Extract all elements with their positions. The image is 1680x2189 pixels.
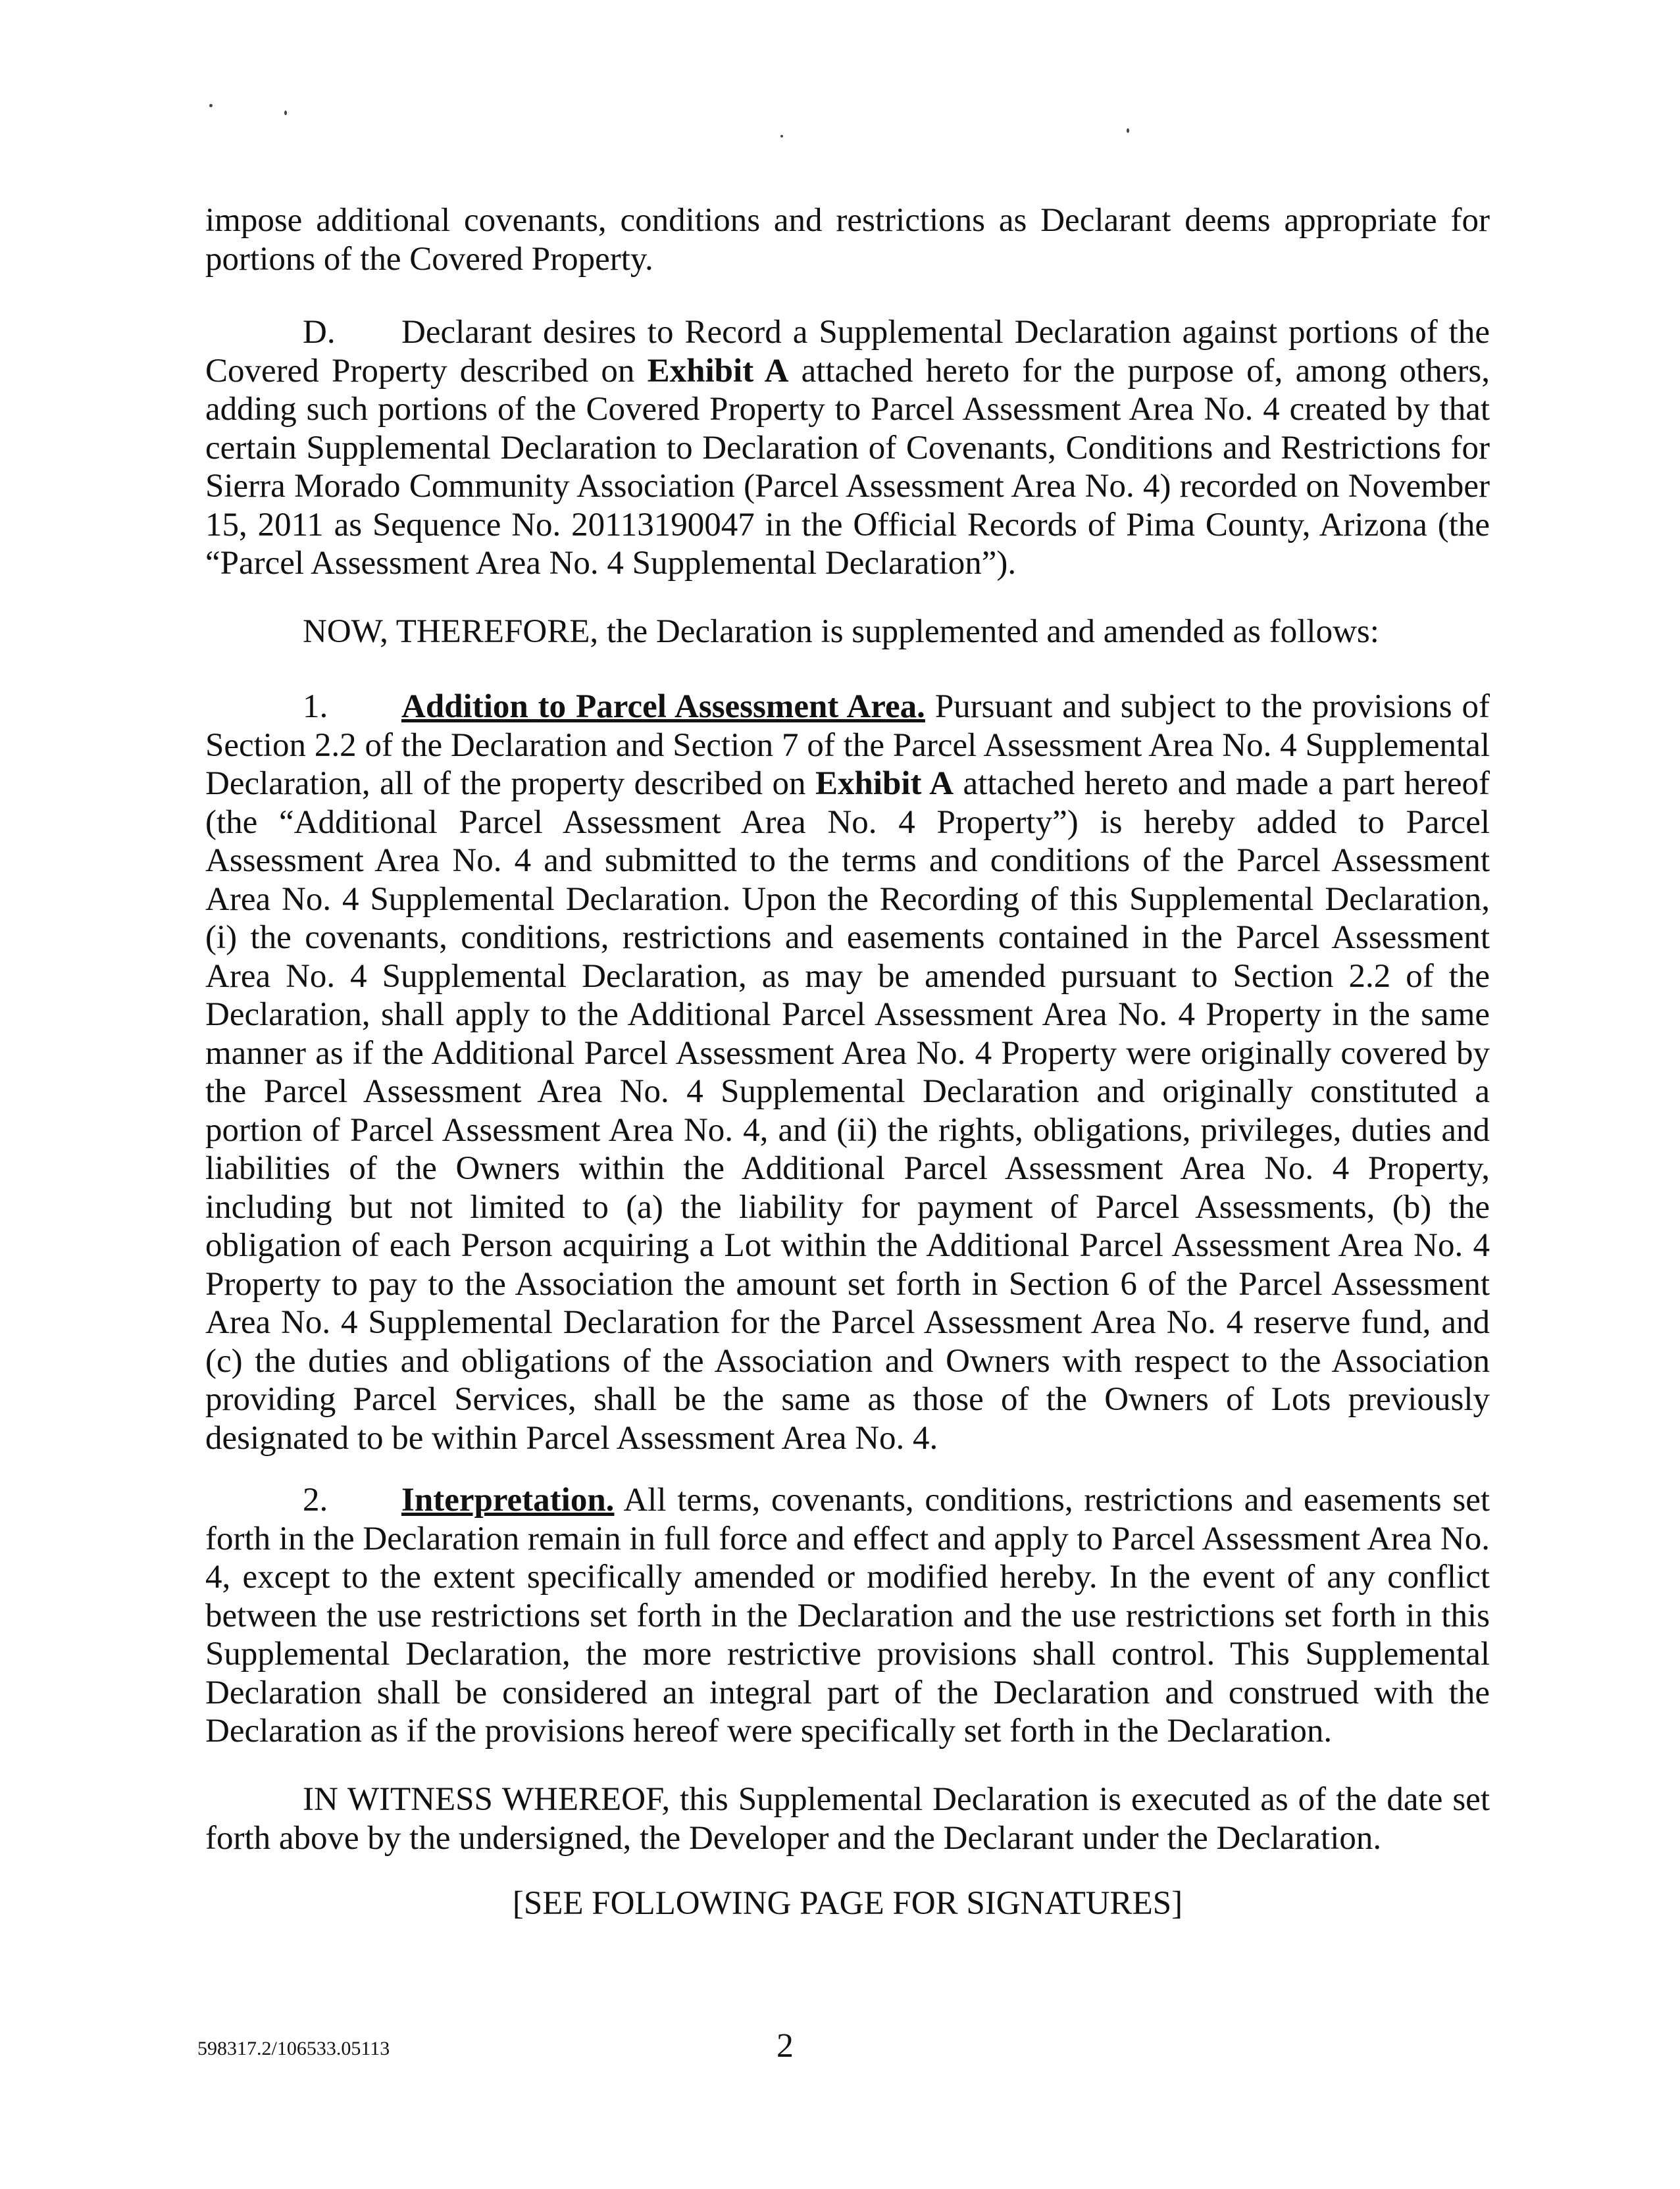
section-2-title: Interpretation. bbox=[401, 1482, 615, 1519]
section-2-number: 2. bbox=[303, 1482, 328, 1519]
section-1-text-2: attached hereto and made a part hereof (the “Additional Parcel Assessment Area No. 4 Property”) is hereby added to Parcel Assessment Area No. 4 and submitted to the terms and conditions of the Parcel Assessment Area No. 4 Supplemental Declaration. Upon the Recording of this Supplemental Declaration, (i) the covenants, conditions, restrictions and easements contained in the Parcel Assessment Area No. 4 Supplemental Declaration, as may be amended pursuant to Section 2.2 of the Declaration, shall apply to the Additional Parcel Assessment Area No. 4 Property in the same manner as if the Additional Parcel Assessment Area No. 4 Property were originally covered by the Parcel Assessment Area No. 4 Supplemental Declaration and originally constituted a portion of Parcel Assessment Area No. 4, and (ii) the rights, obligations, privileges, duties and liabilities of the Owners within the Additional Parcel Assessment Area No. 4 Property, including but not limited to (a) the liability for payment of Parcel Assessments, (b) the obligation of each Person acquiring a Lot within the Additional Parcel Assessment Area No. 4 Property to pay to the Association the amount set forth in Section 6 of the Parcel Assessment Area No. 4 Supplemental Declaration for the Parcel Assessment Area No. 4 reserve fund, and (c) the duties and obligations of the Association and Owners with respect to the Association providing Parcel Services, shall be the same as those of the Owners of Lots previously designated to be within Parcel Assessment Area No. 4. bbox=[205, 765, 1490, 1457]
scan-speck bbox=[209, 104, 213, 107]
section-1-number: 1. bbox=[303, 688, 328, 725]
recital-d-exhibit-ref: Exhibit A bbox=[647, 352, 789, 390]
recital-d bbox=[205, 313, 1490, 583]
recital-d-block bbox=[205, 313, 1490, 583]
section-2-paragraph bbox=[205, 1481, 1490, 1751]
recital-d-label: D. bbox=[303, 314, 336, 351]
in-witness-block bbox=[205, 1780, 1490, 1857]
scan-speck bbox=[284, 111, 287, 115]
footer-page-number: 2 bbox=[776, 2027, 794, 2065]
now-therefore-block bbox=[205, 613, 1490, 651]
now-therefore-paragraph: NOW, THEREFORE, the Declaration is supplemented and amended as follows: bbox=[303, 613, 1379, 650]
section-2-block bbox=[205, 1481, 1490, 1751]
scan-speck bbox=[780, 135, 783, 138]
section-1-exhibit-ref: Exhibit A bbox=[815, 765, 954, 802]
in-witness-paragraph: IN WITNESS WHEREOF, this Supplemental Declaration is executed as of the date set forth above by the undersigned, the Developer and the Declarant under the Declaration. bbox=[205, 1781, 1490, 1857]
section-1-text-1: Pursuant and subject to the provisions of Section 2.2 of the Declaration and Section 7 of the Parcel Assessment Area No. 4 Supplemental Declaration, all of the property described on bbox=[205, 688, 1490, 802]
scan-speck bbox=[1127, 128, 1129, 133]
section-1-paragraph bbox=[205, 688, 1490, 1457]
section-1-block bbox=[205, 688, 1490, 1457]
section-2-text: All terms, covenants, conditions, restrictions and easements set forth in the Declaration remain in full force and effect and apply to Parcel Assessment Area No. 4, except to the extent specifically amended or modified hereby. In the event of any conflict between the use restrictions set forth in the Declaration and the use restrictions set forth in this Supplemental Declaration, the more restrictive provisions shall control. This Supplemental Declaration shall be considered an integral part of the Declaration and construed with the Declaration as if the provisions hereof were specifically set forth in the Declaration. bbox=[205, 1482, 1490, 1749]
recital-d-text-2: attached hereto for the purpose of, among others, adding such portions of the Covered Property to Parcel Assessment Area No. 4 created by that certain Supplemental Declaration to Declaration of Covenants, Conditions and Restrictions for Sierra Morado Community Association (Parcel Assessment Area No. 4) recorded on November 15, 2011 as Sequence No. 20113190047 in the Official Records of Pima County, Arizona (the “Parcel Assessment Area No. 4 Supplemental Declaration”). bbox=[205, 352, 1490, 582]
intro-paragraph: impose additional covenants, conditions and restrictions as Declarant deems appropriate for portions of the Covered Property. bbox=[205, 202, 1490, 278]
footer-doc-id: 598317.2/106533.05113 bbox=[197, 2038, 390, 2059]
recital-d-text-1: Declarant desires to Record a Supplemental Declaration against portions of the Covered Property described on bbox=[205, 314, 1490, 390]
signature-note: [SEE FOLLOWING PAGE FOR SIGNATURES] bbox=[512, 1885, 1183, 1922]
intro-paragraph-block bbox=[205, 201, 1490, 278]
section-1-title: Addition to Parcel Assessment Area. bbox=[401, 688, 925, 725]
